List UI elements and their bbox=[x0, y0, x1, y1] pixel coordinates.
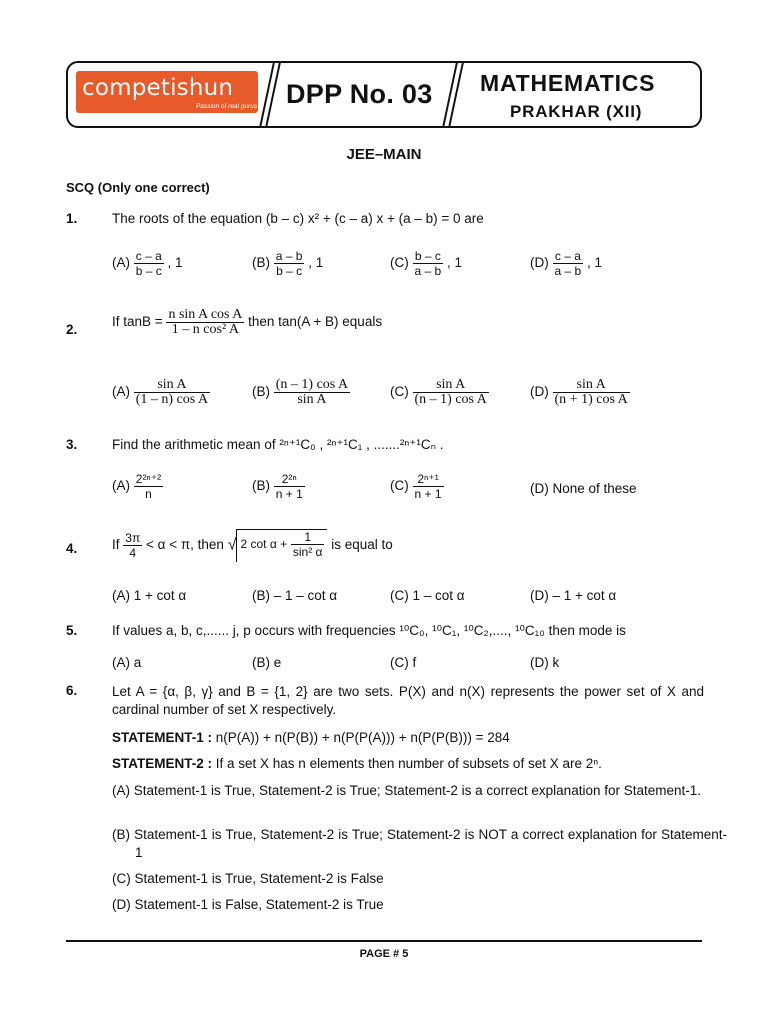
option-d: (D) $\frac{\text{sin A}}{\text{(n + 1) cos A}}$ bbox=[530, 377, 628, 407]
subject-title: MATHEMATICS bbox=[480, 70, 656, 96]
question-number: 4. bbox=[66, 541, 78, 556]
option-a: (A) $\frac{\text{2²ⁿ⁺²}}{n}$ bbox=[112, 472, 162, 501]
exam-heading: JEE–MAIN bbox=[346, 146, 422, 163]
question-text: If values a, b, c,...... j, p occurs with frequencies ¹⁰C₀, ¹⁰C₁, ¹⁰C₂,...., ¹⁰C₁₀ then mode is bbox=[112, 623, 626, 638]
logo-tagline: Passion of real gurus bbox=[196, 103, 258, 110]
option-c: (C) $\frac{b - c}{a - b}$ , 1 bbox=[390, 249, 462, 278]
option-c: (C) $\frac{\text{sin A}}{\text{(n – 1) cos A}}$ bbox=[390, 377, 487, 407]
option-c: (C) $\frac{\text{2ⁿ⁺¹}}{n + 1}$ bbox=[390, 472, 442, 501]
question-text: Let A = {α, β, γ} and B = {1, 2} are two sets. P(X) and n(X) represents the power set of X and cardinal number of set X respectively. bbox=[112, 684, 704, 717]
statement-2: STATEMENT-2 : If a set X has n elements then number of subsets of set X are 2ⁿ. bbox=[112, 756, 602, 771]
option-b: (B) $\frac{\text{2²ⁿ}}{n + 1}$ bbox=[252, 472, 303, 501]
option-a: (A) $\frac{c - a}{b - c}$ , 1 bbox=[112, 249, 183, 278]
option-d: (D) $\frac{c - a}{a - b}$ , 1 bbox=[530, 249, 602, 278]
option-a: (A) 1 + cot α bbox=[112, 588, 187, 603]
option-b: (B) $\frac{a - b}{b - c}$ , 1 bbox=[252, 249, 324, 278]
page-number: PAGE # 5 bbox=[359, 948, 409, 960]
question-text: If $\frac{3\pi}{4}$ < α < π, then √ 2 cot α + $\frac{1}{\text{sin² α}}$ is equal to bbox=[112, 530, 393, 560]
option-d: (D) k bbox=[530, 655, 560, 670]
batch-name: PRAKHAR (XII) bbox=[510, 102, 643, 121]
option-b: (B) e bbox=[252, 655, 282, 670]
option-c: (C) Statement-1 is True, Statement-2 is False bbox=[112, 871, 384, 886]
question-number: 5. bbox=[66, 623, 78, 638]
section-heading: SCQ (Only one correct) bbox=[66, 180, 210, 195]
question-number: 3. bbox=[66, 437, 78, 452]
footer-rule bbox=[66, 940, 702, 942]
option-d: (D) None of these bbox=[530, 481, 637, 496]
question-text: Find the arithmetic mean of ²ⁿ⁺¹C₀ , ²ⁿ⁺¹C₁ , .......²ⁿ⁺¹Cₙ . bbox=[112, 437, 444, 452]
logo-text: competishun bbox=[82, 75, 234, 101]
question-text: The roots of the equation (b – c) x² + (c – a) x + (a – b) = 0 are bbox=[112, 211, 484, 226]
option-b: (B) $\frac{\text{(n – 1) cos A}}{\text{sin A}}$ bbox=[252, 377, 349, 407]
dpp-title: DPP No. 03 bbox=[286, 79, 433, 109]
statement-1: STATEMENT-1 : n(P(A)) + n(P(B)) + n(P(P(A))) + n(P(P(B))) = 284 bbox=[112, 730, 510, 745]
question-number: 2. bbox=[66, 322, 78, 337]
question-number: 1. bbox=[66, 211, 78, 226]
option-c: (C) f bbox=[390, 655, 417, 670]
option-d: (D) – 1 + cot α bbox=[530, 588, 617, 603]
radical: 2 cot α + $\frac{1}{\text{sin² α}}$ bbox=[236, 529, 327, 562]
option-b: (B) Statement-1 is True, Statement-2 is True; Statement-2 is NOT a correct explanation for Statement-1 bbox=[112, 827, 727, 860]
option-a: (A) $\frac{\text{sin A}}{\text{(1 – n) cos A}}$ bbox=[112, 377, 209, 407]
option-a: (A) Statement-1 is True, Statement-2 is True; Statement-2 is a correct explanation for Statement-1. bbox=[112, 783, 702, 798]
option-c: (C) 1 – cot α bbox=[390, 588, 465, 603]
question-text: If tanB = $\frac{\text{n sin A cos A}}{\text{1 – n cos² A}}$ then tan(A + B) equals bbox=[112, 307, 383, 337]
question-number: 6. bbox=[66, 683, 78, 698]
option-d: (D) Statement-1 is False, Statement-2 is True bbox=[112, 897, 384, 912]
option-b: (B) – 1 – cot α bbox=[252, 588, 338, 603]
option-a: (A) a bbox=[112, 655, 142, 670]
